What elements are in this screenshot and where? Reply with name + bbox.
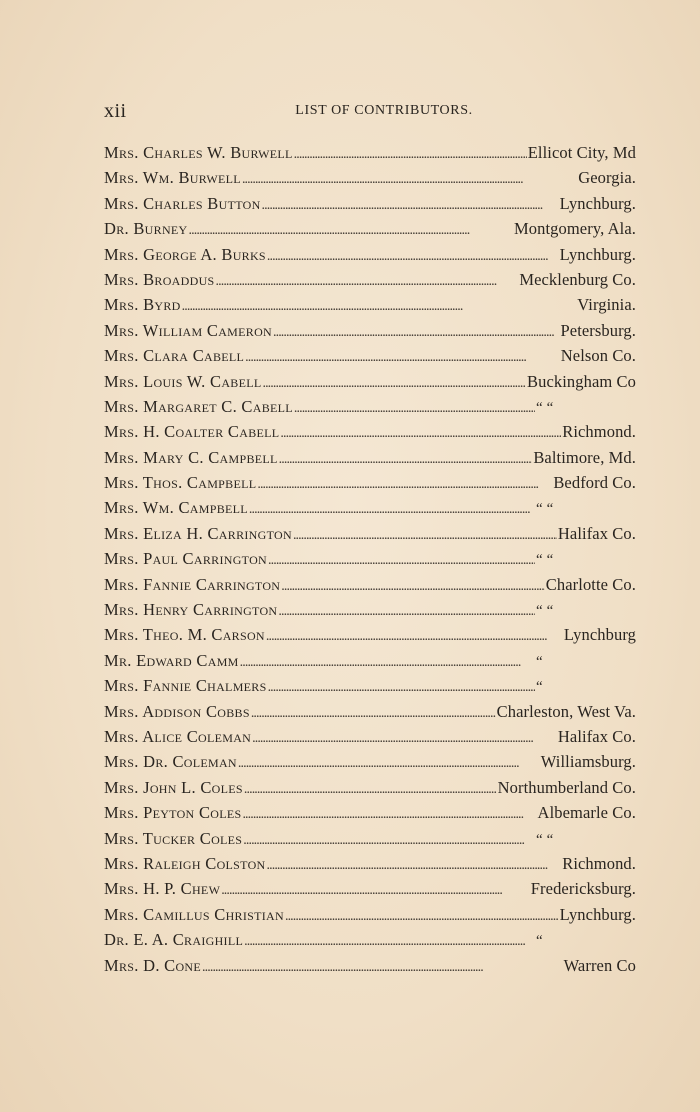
dot-leader	[238, 749, 540, 776]
dot-leader	[249, 495, 535, 522]
dot-leader	[268, 546, 535, 573]
contributor-place: Nelson Co.	[560, 346, 636, 366]
contributor-place: “ “	[536, 831, 554, 848]
contributor-entry	[104, 470, 636, 495]
dot-leader	[293, 521, 557, 548]
contributor-entry	[104, 851, 636, 876]
contributor-name: Mrs. Charles Button	[104, 193, 261, 213]
contributor-place: Lynchburg.	[559, 193, 636, 213]
dot-leader	[294, 140, 527, 167]
contributor-place: Fredericksburg.	[530, 879, 636, 899]
page-number: xii	[104, 100, 127, 122]
dot-leader	[262, 191, 559, 218]
contributor-place: Warren Co	[563, 955, 636, 975]
dot-leader	[279, 445, 533, 472]
running-title: LIST OF CONTRIBUTORS.	[295, 103, 473, 118]
contributor-place: “ “	[536, 399, 554, 416]
contributors-list	[104, 140, 636, 978]
contributor-place: Lynchburg	[563, 625, 636, 645]
contributor-entry	[104, 495, 636, 520]
dot-leader	[280, 419, 561, 446]
contributor-entry	[104, 800, 636, 825]
page-header	[104, 100, 624, 124]
contributor-name: Mrs. H. P. Chew	[104, 879, 221, 899]
contributor-entry	[104, 318, 636, 343]
contributor-name: Mrs. Byrd	[104, 295, 181, 315]
contributor-entry	[104, 369, 636, 394]
dot-leader	[252, 724, 557, 751]
dot-leader	[245, 343, 560, 370]
contributor-name: Mrs. George A. Burks	[104, 244, 266, 264]
dot-leader	[281, 572, 545, 599]
contributor-entry	[104, 902, 636, 927]
contributor-name: Dr. E. A. Craighill	[104, 930, 244, 950]
dot-leader	[189, 216, 514, 243]
dot-leader	[267, 242, 559, 269]
contributor-name: Mr. Edward Camm	[104, 650, 239, 670]
contributor-place: “	[536, 653, 543, 670]
contributor-entry	[104, 572, 636, 597]
dot-leader	[262, 369, 526, 396]
contributor-entry	[104, 343, 636, 368]
contributor-name: Mrs. Addison Cobbs	[104, 701, 250, 721]
contributor-place: Ellicot City, Md	[527, 143, 636, 162]
contributor-place: “ “	[536, 603, 554, 620]
contributor-place: Albemarle Co.	[537, 803, 636, 823]
contributor-place: Lynchburg.	[559, 904, 636, 924]
dot-leader	[285, 902, 559, 929]
contributor-place: Richmond.	[562, 853, 636, 873]
contributor-place: Georgia.	[578, 168, 636, 188]
contributor-place: Petersburg.	[560, 320, 636, 340]
contributor-place: “	[536, 679, 543, 696]
contributor-entry	[104, 445, 636, 470]
contributor-entry	[104, 648, 636, 673]
contributor-name: Mrs. D. Cone	[104, 955, 202, 975]
contributor-entry	[104, 165, 636, 190]
contributor-name: Mrs. Clara Cabell	[104, 346, 245, 366]
contributor-name: Mrs. H. Coalter Cabell	[104, 422, 280, 442]
contributor-entry	[104, 622, 636, 647]
contributor-name: Mrs. Tucker Coles	[104, 828, 243, 848]
contributor-name: Mrs. Alice Coleman	[104, 726, 252, 746]
dot-leader	[242, 165, 577, 192]
contributor-name: Mrs. Dr. Coleman	[104, 752, 237, 772]
contributor-entry	[104, 699, 636, 724]
dot-leader	[244, 775, 497, 802]
dot-leader	[267, 851, 562, 878]
contributor-name: Mrs. Paul Carrington	[104, 549, 268, 569]
contributor-place: Montgomery, Ala.	[514, 219, 636, 239]
contributor-name: Mrs. Henry Carrington	[104, 600, 278, 620]
contributor-place: Richmond.	[562, 422, 636, 442]
contributor-name: Mrs. Camillus Christian	[104, 904, 284, 924]
contributor-entry	[104, 775, 636, 800]
contributor-name: Mrs. Margaret C. Cabell	[104, 396, 293, 416]
dot-leader	[278, 597, 535, 624]
contributor-entry	[104, 597, 636, 622]
dot-leader	[202, 953, 563, 980]
contributor-entry	[104, 876, 636, 901]
contributor-entry	[104, 394, 636, 419]
contributor-entry	[104, 826, 636, 851]
contributor-entry	[104, 521, 636, 546]
contributor-entry	[104, 673, 636, 698]
contributor-name: Mrs. Peyton Coles	[104, 803, 242, 823]
dot-leader	[268, 673, 535, 700]
dot-leader	[243, 826, 535, 853]
contributor-name: Dr. Burney	[104, 219, 188, 239]
contributor-place: Charleston, West Va.	[496, 701, 636, 721]
contributor-name: Mrs. Mary C. Campbell	[104, 447, 278, 467]
dot-leader	[266, 622, 563, 649]
contributor-place: Lynchburg.	[559, 244, 636, 264]
contributor-place: Halifax Co.	[557, 726, 636, 746]
contributor-name: Mrs. Fannie Chalmers	[104, 676, 267, 696]
contributor-place: Halifax Co.	[557, 523, 636, 543]
contributor-name: Mrs. Louis W. Cabell	[104, 371, 262, 391]
contributor-entry	[104, 191, 636, 216]
contributor-name: Mrs. Wm. Campbell	[104, 498, 248, 518]
contributor-entry	[104, 749, 636, 774]
contributor-entry	[104, 953, 636, 978]
contributor-place: Bedford Co.	[553, 473, 636, 493]
contributor-entry	[104, 419, 636, 444]
dot-leader	[244, 927, 535, 954]
dot-leader	[251, 699, 496, 726]
contributor-entry	[104, 140, 636, 165]
contributor-place: Baltimore, Md.	[533, 447, 636, 467]
contributor-entry	[104, 267, 636, 292]
contributor-entry	[104, 216, 636, 241]
dot-leader	[257, 470, 552, 497]
contributor-place: Mecklenburg Co.	[519, 269, 636, 289]
contributor-place: Virginia.	[577, 295, 636, 315]
contributor-name: Mrs. Broaddus	[104, 269, 215, 289]
dot-leader	[182, 292, 577, 319]
contributor-name: Mrs. Raleigh Colston	[104, 853, 266, 873]
contributor-name: Mrs. John L. Coles	[104, 777, 243, 797]
contributor-name: Mrs. Eliza H. Carrington	[104, 523, 292, 543]
contributor-place: Northumberland Co.	[497, 777, 636, 797]
dot-leader	[216, 267, 519, 294]
contributor-name: Mrs. William Cameron	[104, 320, 272, 340]
contributor-place: “ “	[536, 501, 554, 518]
contributor-name: Mrs. Fannie Carrington	[104, 574, 281, 594]
contributor-place: Buckingham Co	[526, 371, 636, 391]
dot-leader	[240, 648, 535, 675]
dot-leader	[242, 800, 536, 827]
contributor-entry	[104, 546, 636, 571]
contributor-name: Mrs. Charles W. Burwell	[104, 143, 293, 162]
contributor-place: Charlotte Co.	[545, 574, 636, 594]
contributor-entry	[104, 242, 636, 267]
contributor-place: “	[536, 933, 543, 950]
contributor-place: Williamsburg.	[540, 752, 636, 772]
contributor-entry	[104, 927, 636, 952]
contributor-entry	[104, 292, 636, 317]
contributor-name: Mrs. Theo. M. Carson	[104, 625, 265, 645]
contributor-name: Mrs. Wm. Burwell	[104, 168, 241, 188]
contributor-place: “ “	[536, 552, 554, 569]
dot-leader	[273, 318, 560, 345]
contributor-name: Mrs. Thos. Campbell	[104, 473, 257, 493]
dot-leader	[294, 394, 535, 421]
dot-leader	[221, 876, 530, 903]
contributor-entry	[104, 724, 636, 749]
